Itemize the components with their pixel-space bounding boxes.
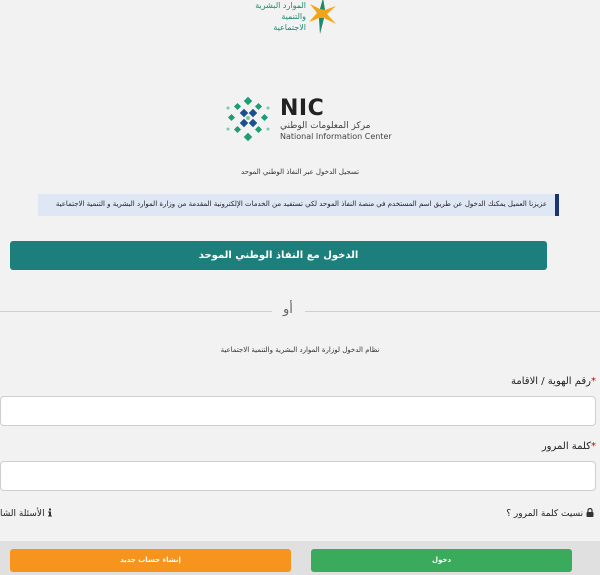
password-label: *كلمة المرور: [541, 441, 596, 452]
id-label: *رقم الهوية / الاقامة: [511, 376, 596, 387]
nic-title: NIC: [280, 96, 325, 121]
nic-arabic-name: مركز المعلومات الوطني: [280, 121, 371, 131]
info-icon: [47, 508, 53, 517]
login-button[interactable]: دخول: [311, 549, 572, 572]
id-input[interactable]: [0, 396, 596, 426]
faq-link[interactable]: الأسئلة الشا: [0, 508, 53, 519]
divider-or: أو: [283, 302, 293, 317]
system-caption: نظام الدخول لوزارة الموارد البشرية والتنمية الاجتماعية: [220, 346, 380, 354]
ministry-logo-line1: الموارد البشرية: [255, 1, 306, 10]
divider-line-right: [305, 311, 600, 312]
sso-caption: تسجيل الدخول عبر النفاذ الوطني الموحد: [240, 168, 360, 176]
lock-icon: [586, 508, 594, 517]
password-required-mark: *: [591, 441, 596, 452]
id-required-mark: *: [591, 376, 596, 387]
nic-english-name: National Information Center: [280, 132, 392, 141]
nic-mark-icon: [224, 96, 274, 146]
notice-box: [38, 194, 559, 216]
forgot-password-link[interactable]: نسيت كلمة المرور ؟: [506, 508, 594, 519]
nic-logo: [224, 96, 394, 148]
divider-line-left: [0, 311, 272, 312]
notice-text: عزيزنا العميل يمكنك الدخول عن طريق اسم المستخدم في منصة النفاذ الموحد لكي تستفيد من الخدمات الإلكترونية المقدمة من وزارة الموارد البشرية و التنمية الاجتماعية: [55, 200, 547, 208]
password-input[interactable]: [0, 461, 596, 491]
ministry-logo-line2: والتنمية الاجتماعية: [273, 12, 306, 32]
create-account-button[interactable]: إنشاء حساب جديد: [10, 549, 291, 572]
ministry-star-icon: [306, 0, 340, 36]
sso-login-button[interactable]: الدخول مع النفاذ الوطني الموحد: [10, 241, 547, 270]
ministry-logo: [248, 0, 340, 36]
